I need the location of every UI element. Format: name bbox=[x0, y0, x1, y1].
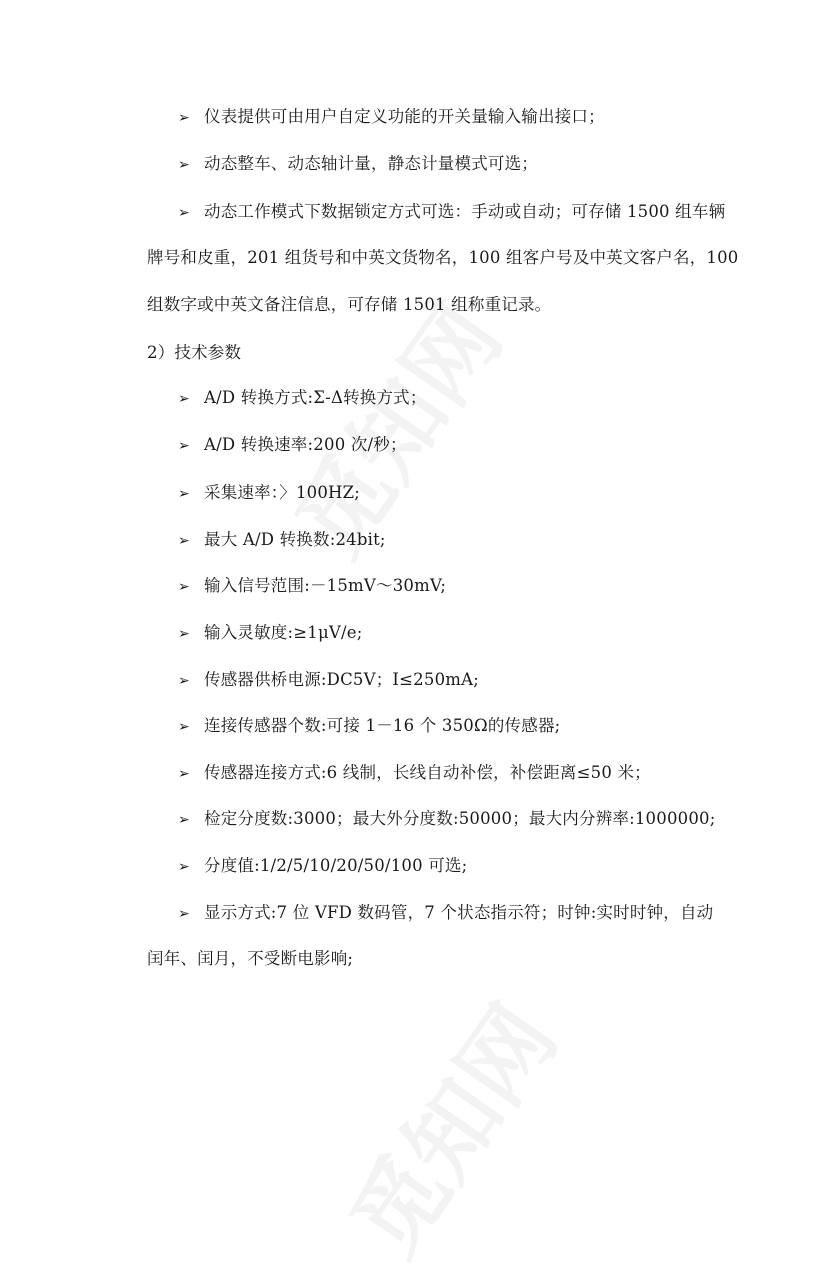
paragraph-text: 仪表提供可由用户自定义功能的开关量输入输出接口； bbox=[204, 107, 605, 126]
paragraph-text: 动态整车、动态轴计量，静态计量模式可选； bbox=[204, 154, 538, 173]
bullet-item bbox=[178, 714, 560, 739]
bullet-item bbox=[178, 528, 386, 553]
watermark-logo-lower bbox=[315, 975, 581, 1277]
bullet-item bbox=[178, 386, 427, 411]
paragraph-text: 显示方式:7 位 VFD 数码管，7 个状态指示符；时钟:实时时钟，自动 bbox=[204, 903, 714, 922]
bullet-item bbox=[178, 200, 725, 225]
paragraph-text: 输入灵敏度:≥1μV/e; bbox=[204, 623, 363, 642]
arrow-bullet-icon: ➢ bbox=[178, 438, 190, 454]
bullet-item bbox=[178, 854, 467, 879]
arrow-bullet-icon: ➢ bbox=[178, 626, 190, 642]
paragraph-text: 最大 A/D 转换数:24bit; bbox=[204, 530, 386, 549]
paragraph-continuation: 闰年、闰月，不受断电影响; bbox=[147, 949, 354, 968]
arrow-bullet-icon: ➢ bbox=[178, 906, 190, 922]
arrow-bullet-icon: ➢ bbox=[178, 673, 190, 689]
bullet-item bbox=[178, 105, 605, 130]
paragraph-text: 采集速率：〉100HZ; bbox=[204, 483, 361, 502]
arrow-bullet-icon: ➢ bbox=[178, 205, 190, 221]
paragraph-text: A/D 转换方式:Σ-Δ转换方式； bbox=[204, 388, 427, 407]
bullet-item bbox=[178, 901, 713, 926]
arrow-bullet-icon: ➢ bbox=[178, 579, 190, 595]
paragraph-text: 连接传感器个数:可接 1－16 个 350Ω的传感器; bbox=[204, 716, 561, 735]
paragraph-continuation: 组数字或中英文备注信息，可存储 1501 组称重记录。 bbox=[147, 295, 552, 314]
arrow-bullet-icon: ➢ bbox=[178, 486, 190, 502]
bullet-item bbox=[178, 668, 479, 693]
arrow-bullet-icon: ➢ bbox=[178, 110, 190, 126]
section-heading: 2）技术参数 bbox=[147, 343, 242, 362]
bullet-item bbox=[178, 481, 360, 506]
arrow-bullet-icon: ➢ bbox=[178, 391, 190, 407]
paragraph-text: 输入信号范围:－15mV～30mV; bbox=[204, 576, 447, 595]
arrow-bullet-icon: ➢ bbox=[178, 719, 190, 735]
arrow-bullet-icon: ➢ bbox=[178, 812, 190, 828]
bullet-item bbox=[178, 807, 716, 832]
bullet-item bbox=[178, 761, 651, 786]
arrow-bullet-icon: ➢ bbox=[178, 859, 190, 875]
paragraph-text: A/D 转换速率:200 次/秒； bbox=[204, 435, 407, 454]
arrow-bullet-icon: ➢ bbox=[178, 766, 190, 782]
bullet-item bbox=[178, 433, 407, 458]
arrow-bullet-icon: ➢ bbox=[178, 157, 190, 173]
paragraph-text: 传感器连接方式:6 线制，长线自动补偿，补偿距离≤50 米； bbox=[204, 763, 651, 782]
arrow-bullet-icon: ➢ bbox=[178, 533, 190, 549]
bullet-item bbox=[178, 152, 538, 177]
paragraph-text: 传感器供桥电源:DC5V；I≤250mA; bbox=[204, 670, 479, 689]
bullet-item bbox=[178, 574, 446, 599]
bullet-item bbox=[178, 621, 363, 646]
paragraph-continuation: 牌号和皮重，201 组货号和中英文货物名，100 组客户号及中英文客户名，100 bbox=[147, 248, 739, 267]
paragraph-text: 动态工作模式下数据锁定方式可选：手动或自动；可存储 1500 组车辆 bbox=[204, 202, 726, 221]
paragraph-text: 分度值:1/2/5/10/20/50/100 可选; bbox=[204, 856, 468, 875]
paragraph-text: 检定分度数:3000；最大外分度数:50000；最大内分辨率:1000000; bbox=[204, 809, 716, 828]
